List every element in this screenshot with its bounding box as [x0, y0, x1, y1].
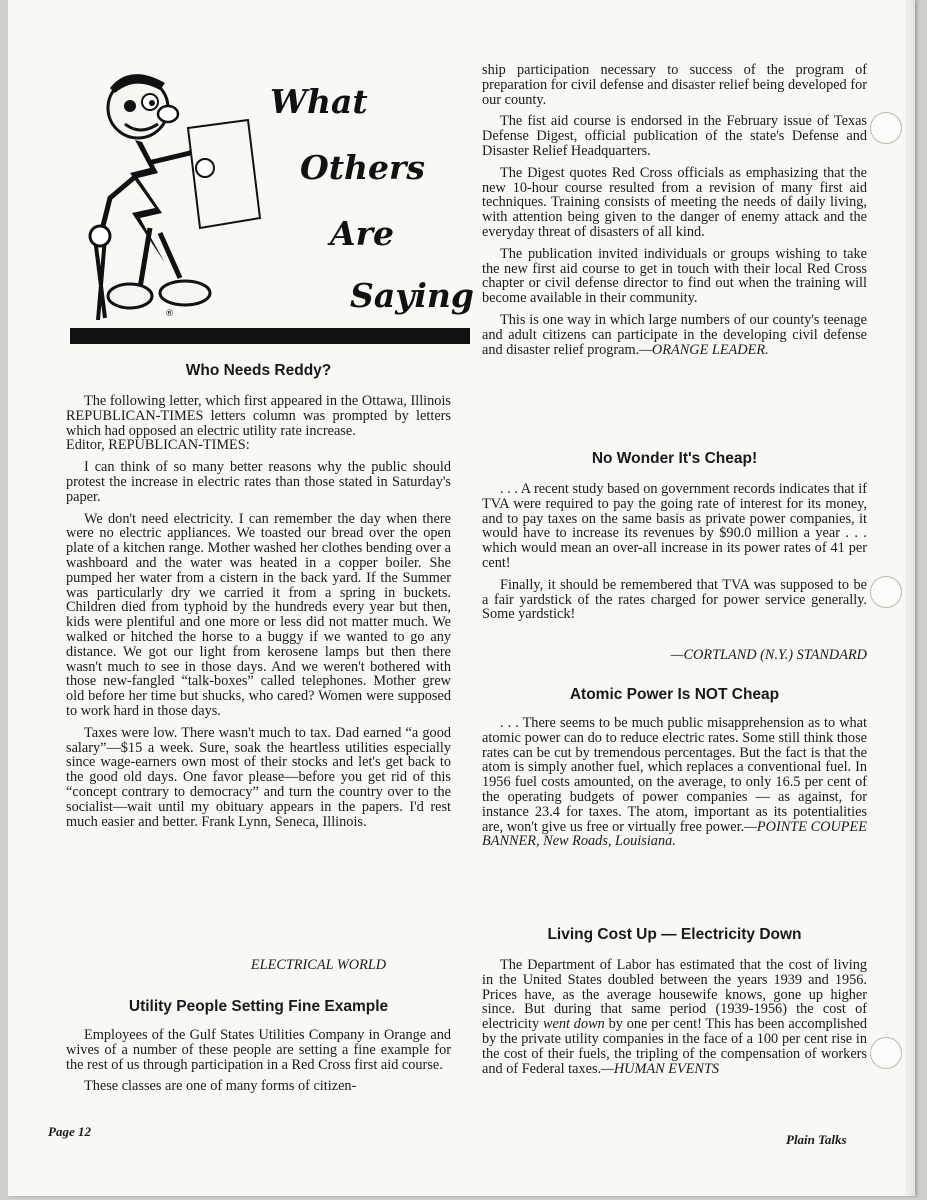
utility-continued [482, 63, 867, 364]
reddy-source: ELECTRICAL WORLD [250, 957, 387, 973]
reddy-paragraph-2: We don't need electricity. I can remember the day when there were no electric appliances. We toasted our bread over the open plate of a kitchen range. Mother washed her clothes bending over a washboard and the water was heated in a copper boiler. She pumped her water from a cistern in the back yard. If the Summer was particularly dry we carried it from a spring in buckets. Children died from typhoid by the hundreds every year but then, kids were plentiful and one more or less did not matter much. We walked or hitched the horse to a buggy if we wanted to go any distance. We got our light from kerosene lamps but then there wasn't much to see in those days. And we weren't bothered with those new-fangled “talk-boxes” called telephones. Mother grew old before her time but shucks, who cared? Women were supposed to work hard in those days. [66, 510, 451, 719]
living-p1-emphasis: went down [542, 1016, 605, 1033]
page-edge [905, 0, 915, 1196]
atomic-source: —POINTE COUPEE BANNER, New Roads, Louisiana. [482, 818, 867, 850]
binder-hole-top [870, 112, 902, 144]
living-paragraph-1 [482, 958, 867, 1076]
cheap-article [482, 482, 867, 629]
reddy-kilowatt-illustration [70, 58, 270, 333]
living-p1b: by one per cent! This has been accomplished by the private utility companies in the face of a 100 per cent rise in the cost of their fuels, the tripling of the compensation of workers and of Federal taxes. [482, 1016, 867, 1077]
utility-cont-paragraph-2: The fist aid course is endorsed in the February issue of Texas Defense Digest, official publication of the state's Defense and Disaster Relief Headquarters. [482, 113, 867, 159]
cheap-source: —CORTLAND (N.Y.) STANDARD [670, 647, 867, 663]
heading-no-wonder-cheap: No Wonder It's Cheap! [591, 450, 758, 467]
reddy-article [66, 394, 451, 836]
banner-others: Others [300, 148, 425, 187]
binder-hole-middle [870, 576, 902, 608]
banner-rule [70, 328, 470, 344]
cheap-paragraph-1: . . . A recent study based on government records indicates that if TVA were required to pay the going rate of interest for its money, and to pay taxes on the same basis as private power companies, it would have to increase its revenues by $90.0 million a year . . . which would mean an over-all increase in its power rates of 41 per cent! [482, 481, 867, 571]
heading-who-needs-reddy: Who Needs Reddy? [185, 362, 332, 379]
page-number: Page 12 [48, 1124, 91, 1139]
svg-text:®: ® [165, 309, 174, 319]
utility-paragraph-1: Employees of the Gulf States Utilities Company in Orange and wives of a number of these people are setting a fine example for the rest of us through participation in a Red Cross first aid course. [66, 1027, 451, 1073]
publication-name: Plain Talks [786, 1132, 847, 1147]
atomic-p1-text: . . . There seems to be much public misapprehension as to what atomic power can do to reduce electric rates. Some still think those rates can be cut by tremendous percentages. But the fact is that the atom is simply another fuel, which replaces a conventional fuel. In 1956 fuel costs amounted, on the average, to only 16.5 per cent of the operating budgets of power companies — as against, for instance 23.4 for taxes. The atom, important as its potentialities are, won't give us free or virtually free power. [482, 715, 867, 835]
heading-living-cost: Living Cost Up — Electricity Down [547, 926, 802, 943]
utility-cont-paragraph-5 [482, 313, 867, 357]
reddy-intro: The following letter, which first appeared in the Ottawa, Illinois REPUBLICAN-TIMES letters column was prompted by letters which had opposed an electric utility rate increase. [66, 393, 451, 439]
utility-article [66, 1028, 451, 1101]
reddy-paragraph-1: I can think of so many better reasons why the public should protest the increase in electric rates than those stated in Saturday's paper. [66, 459, 451, 505]
cheap-paragraph-2: Finally, it should be remembered that TVA was supposed to be a fair yardstick of the rates charged for power service generally. Some yardstick! [482, 576, 867, 623]
reddy-paragraph-3: Taxes were low. There wasn't much to tax. Dad earned “a good salary”—$15 a week. Sure, soak the heartless utilities especially since wage-earners own most of their stocks and let's get back to the good old days. One favor please—before you get rid of this “concept contrary to democracy” and turn the country over to the socialist—wait until my obituary appears in the papers. I'd rest much easier and better. Frank Lynn, Seneca, Illinois. [66, 724, 451, 830]
atomic-paragraph-1 [482, 716, 867, 849]
orange-leader-source: —ORANGE LEADER. [639, 341, 769, 358]
utility-cont-p5-text: This is one way in which large numbers of our county's teenage and adult citizens can participate in the developing civil defense and disaster relief program. [482, 311, 867, 358]
heading-utility-people: Utility People Setting Fine Example [128, 998, 389, 1015]
utility-cont-paragraph-1: ship participation necessary to success of the program of preparation for civil defense and disaster relief being developed for our county. [482, 62, 867, 108]
banner [70, 58, 474, 348]
utility-cont-paragraph-3: The Digest quotes Red Cross officials as emphasizing that the new 10-hour course resulted from a revision of many first aid techniques. Training consists of meeting the needs of daily living, with attention being given to the danger of enemy attack and the everyday threat of disasters of all kind. [482, 164, 867, 240]
living-p1a: The Department of Labor has estimated that the cost of living in the United States doubled between the years 1939 and 1956. Prices have, as the average housewife knows, gone up higher since. But during that same period (1939-1956) the cost of electricity [482, 957, 867, 1033]
utility-paragraph-2: These classes are one of many forms of citizen- [84, 1078, 357, 1095]
banner-saying: Saying [350, 276, 474, 315]
reddy-salutation: Editor, REPUBLICAN-TIMES: [66, 437, 250, 454]
living-article [482, 958, 867, 1083]
banner-what: What [270, 82, 368, 121]
heading-atomic-power: Atomic Power Is NOT Cheap [569, 686, 780, 703]
magazine-page [8, 0, 915, 1196]
banner-are: Are [330, 214, 394, 253]
atomic-article [482, 716, 867, 856]
binder-hole-bottom [870, 1037, 902, 1069]
utility-cont-paragraph-4: The publication invited individuals or groups wishing to take the new first aid course to get in touch with their local Red Cross chapter or civil defense director to find out when the training will become available in their community. [482, 245, 867, 307]
living-source: —HUMAN EVENTS [601, 1060, 720, 1077]
